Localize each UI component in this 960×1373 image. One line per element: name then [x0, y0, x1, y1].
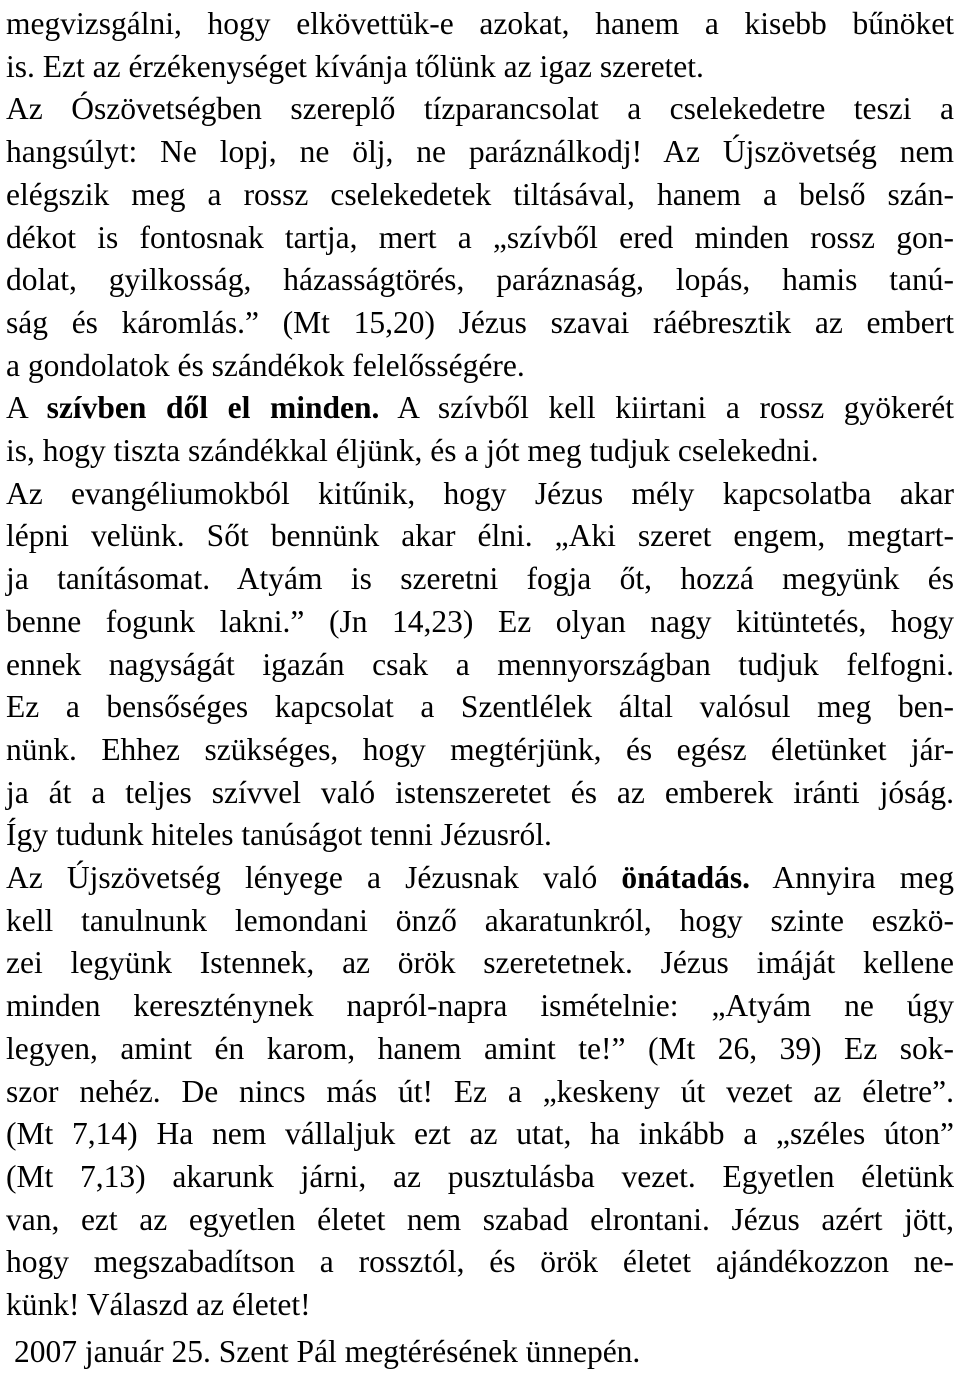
- text-run: A: [6, 390, 47, 426]
- text-line: [6, 89, 954, 129]
- text-run: Az Ószövetségben szereplő tízparancsolat a cselekedetre teszi a: [6, 91, 954, 127]
- text-run: nünk. Ehhez szükséges, hogy megtérjünk, és egész életünket jár-: [6, 731, 954, 767]
- text-line: [6, 559, 954, 599]
- text-line: [6, 730, 954, 770]
- text-run: ja át a teljes szívvel való istenszeretet és az emberek iránti jóság.: [6, 774, 954, 810]
- text-line: [6, 986, 954, 1026]
- text-line: [6, 1072, 954, 1112]
- text-run: minden kereszténynek napról-napra ismételnie: „Atyám ne úgy: [6, 988, 954, 1024]
- text-line: [6, 687, 954, 727]
- date-line: 2007 január 25. Szent Pál megtérésének ünnepén.: [14, 1334, 641, 1369]
- text-line: [6, 1157, 954, 1197]
- text-run: benne fogunk lakni.” (Jn 14,23) Ez olyan nagy kitüntetés, hogy: [6, 603, 954, 639]
- text-run: Annyira meg: [750, 860, 955, 895]
- bold-phrase: önátadás.: [621, 860, 751, 895]
- text-run: Ez a bensőséges kapcsolat a Szentlélek által valósul meg ben-: [6, 689, 954, 725]
- text-line: [6, 1285, 954, 1325]
- text-run: dékot is fontosnak tartja, mert a „szívből ered minden rossz gon-: [6, 219, 954, 255]
- text-run: kell tanulnunk lemondani önző akaratunkról, hogy szinte eszkö-: [6, 902, 954, 938]
- text-run: elégszik meg a rossz cselekedetek tiltásával, hanem a belső szán-: [6, 176, 954, 212]
- text-line: [6, 1242, 954, 1282]
- text-run: szor nehéz. De nincs más út! Ez a „keskeny út vezet az életre”.: [6, 1073, 954, 1109]
- text-line: [6, 773, 954, 813]
- text-run: Az Újszövetség lényege a Jézusnak való: [6, 860, 622, 895]
- text-line: [6, 303, 954, 343]
- text-run: A szívből kell kiirtani a rossz gyökerét: [379, 390, 954, 426]
- bold-phrase: szívben dől el minden.: [46, 390, 380, 426]
- text-run: ja tanításomat. Atyám is szeretni fogja őt, hozzá megyünk és: [6, 561, 954, 597]
- text-line: [6, 1114, 954, 1154]
- text-line: [6, 943, 954, 983]
- text-line: [6, 346, 954, 386]
- text-run: a gondolatok és szándékok felelősségére.: [6, 347, 525, 383]
- text-run: is. Ezt az érzékenységet kívánja tőlünk az igaz szeretet.: [6, 48, 704, 84]
- text-run: Így tudunk hiteles tanúságot tenni Jézusról.: [6, 817, 552, 853]
- text-line: [6, 645, 954, 685]
- text-line: [6, 815, 954, 855]
- text-run: is, hogy tiszta szándékkal éljünk, és a jót meg tudjuk cselekedni.: [6, 433, 819, 468]
- text-run: megvizsgálni, hogy elkövettük-e azokat, hanem a kisebb bűnöket: [6, 6, 954, 41]
- text-line: [6, 175, 954, 215]
- text-line: [6, 218, 954, 258]
- text-run: (Mt 7,14) Ha nem vállaljuk ezt az utat, ha inkább a „széles úton”: [6, 1116, 954, 1152]
- text-line: [6, 602, 954, 642]
- text-run: van, ezt az egyetlen életet nem szabad elrontani. Jézus azért jött,: [6, 1201, 954, 1237]
- text-line: [6, 431, 954, 471]
- text-line: [6, 516, 954, 556]
- text-line: [6, 474, 954, 514]
- text-line: [6, 260, 954, 300]
- text-line: [6, 858, 954, 898]
- text-run: hangsúlyt: Ne lopj, ne ölj, ne paráználkodj! Az Újszövetség nem: [6, 134, 954, 170]
- text-line: [6, 1029, 954, 1069]
- text-line: [6, 901, 954, 941]
- text-run: ság és káromlás.” (Mt 15,20) Jézus szavai ráébresztik az embert: [6, 304, 954, 340]
- text-run: (Mt 7,13) akarunk járni, az pusztulásba vezet. Egyetlen életünk: [6, 1158, 954, 1194]
- text-line: [6, 47, 954, 87]
- text-run: künk! Válaszd az életet!: [6, 1287, 311, 1322]
- text-run: Az evangéliumokból kitűnik, hogy Jézus mély kapcsolatba akar: [6, 475, 954, 511]
- text-line: [6, 4, 954, 44]
- text-run: dolat, gyilkosság, házasságtörés, paráznaság, lopás, hamis tanú-: [6, 262, 954, 298]
- text-run: lépni velünk. Sőt bennünk akar élni. „Aki szeret engem, megtart-: [6, 518, 954, 554]
- text-line: [6, 132, 954, 172]
- text-run: hogy megszabadítson a rossztól, és örök életet ajándékozzon ne-: [6, 1244, 954, 1280]
- text-run: ennek nagyságát igazán csak a mennyországban tudjuk felfogni.: [6, 646, 954, 682]
- text-line: [6, 1200, 954, 1240]
- text-run: zei legyünk Istennek, az örök szeretetnek. Jézus imáját kellene: [6, 945, 954, 981]
- text-line: [6, 388, 954, 428]
- text-run: legyen, amint én karom, hanem amint te!” (Mt 26, 39) Ez sok-: [6, 1030, 954, 1066]
